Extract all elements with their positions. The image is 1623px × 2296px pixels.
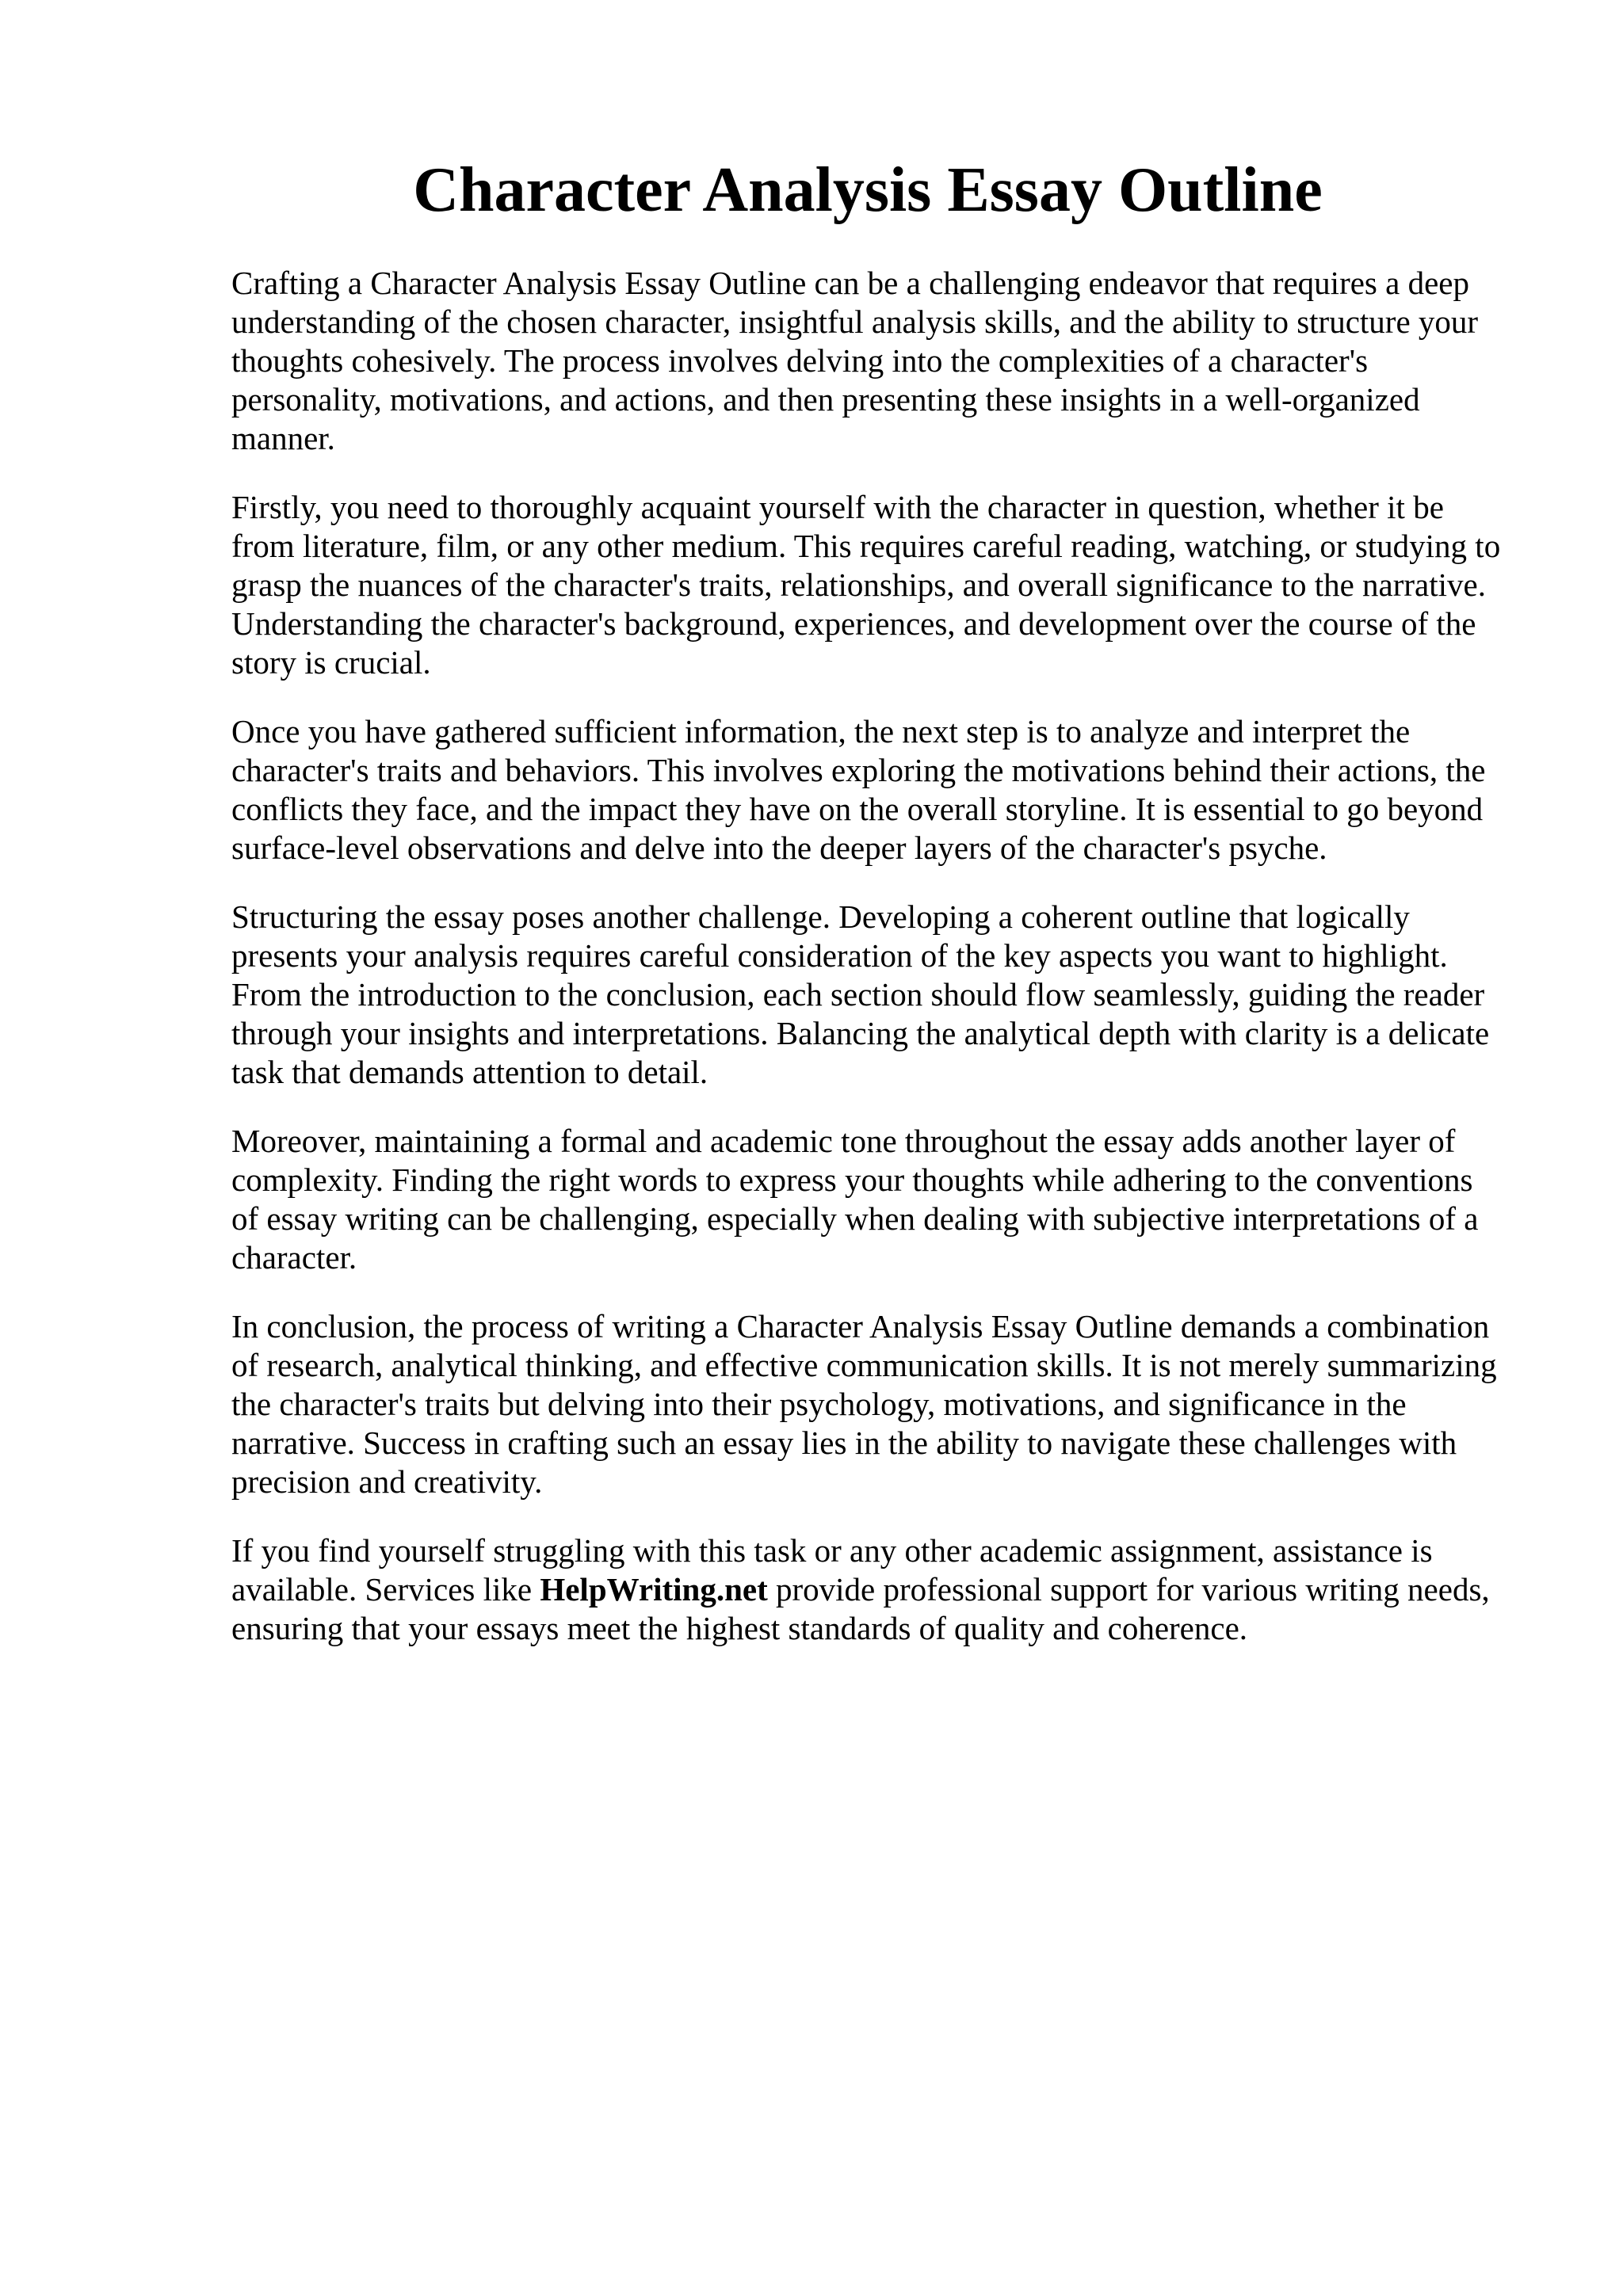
- paragraph-line: grasp the nuances of the character's traits, relationships, and overall significance to the narrative.: [231, 566, 1486, 603]
- helpwriting-link[interactable]: HelpWriting.net: [540, 1571, 768, 1608]
- paragraph-structuring: [231, 898, 1531, 1092]
- document-title: Character Analysis Essay Outline: [413, 155, 1323, 225]
- paragraph-line: [231, 1570, 1531, 1609]
- paragraph-assistance: [231, 1531, 1531, 1648]
- services-text-after: provide professional support for various writing needs,: [767, 1571, 1490, 1608]
- paragraph-line: Once you have gathered sufficient information, the next step is to analyze and interpret the: [231, 713, 1411, 749]
- paragraph-firstly: [231, 488, 1531, 682]
- paragraph-line: narrative. Success in crafting such an essay lies in the ability to navigate these challenges with: [231, 1425, 1457, 1461]
- paragraph-line: ensuring that your essays meet the highest standards of quality and coherence.: [231, 1610, 1248, 1646]
- paragraph-line: understanding of the chosen character, insightful analysis skills, and the ability to structure your: [231, 303, 1479, 340]
- paragraph-line: Understanding the character's background, experiences, and development over the course of the: [231, 605, 1476, 642]
- services-text-before: available. Services like: [231, 1571, 540, 1608]
- paragraph-line: manner.: [231, 420, 335, 456]
- paragraph-line: Structuring the essay poses another challenge. Developing a coherent outline that logically: [231, 898, 1410, 935]
- paragraph-line: character.: [231, 1239, 357, 1276]
- paragraph-line: Firstly, you need to thoroughly acquaint yourself with the character in question, whether it be: [231, 489, 1444, 525]
- paragraph-line: of essay writing can be challenging, especially when dealing with subjective interpretations of a: [231, 1200, 1479, 1237]
- paragraph-line: Moreover, maintaining a formal and academic tone throughout the essay adds another layer of: [231, 1123, 1456, 1159]
- paragraph-line: precision and creativity.: [231, 1463, 543, 1500]
- paragraph-line: character's traits and behaviors. This involves exploring the motivations behind their actions, the: [231, 752, 1486, 788]
- paragraph-analysis: [231, 712, 1531, 868]
- paragraph-line: complexity. Finding the right words to express your thoughts while adhering to the conventions: [231, 1161, 1473, 1198]
- paragraph-line: of research, analytical thinking, and effective communication skills. It is not merely summarizing: [231, 1347, 1497, 1383]
- paragraph-line: presents your analysis requires careful consideration of the key aspects you want to highlight.: [231, 937, 1448, 974]
- paragraph-line: Crafting a Character Analysis Essay Outline can be a challenging endeavor that requires a deep: [231, 265, 1469, 301]
- paragraph-line: In conclusion, the process of writing a Character Analysis Essay Outline demands a combination: [231, 1308, 1490, 1344]
- paragraph-line: conflicts they face, and the impact they have on the overall storyline. It is essential to go beyond: [231, 791, 1484, 827]
- paragraph-line: through your insights and interpretations. Balancing the analytical depth with clarity is a delicate: [231, 1015, 1490, 1051]
- paragraph-line: thoughts cohesively. The process involves delving into the complexities of a character's: [231, 342, 1369, 379]
- paragraph-line: story is crucial.: [231, 644, 431, 681]
- paragraph-line: the character's traits but delving into their psychology, motivations, and significance in the: [231, 1386, 1407, 1422]
- document-body: [231, 264, 1531, 1678]
- paragraph-line: from literature, film, or any other medium. This requires careful reading, watching, or studying to: [231, 528, 1501, 564]
- paragraph-line: personality, motivations, and actions, and then presenting these insights in a well-organized: [231, 381, 1420, 418]
- paragraph-line: From the introduction to the conclusion, each section should flow seamlessly, guiding the reader: [231, 976, 1485, 1013]
- paragraph-tone: [231, 1122, 1531, 1277]
- paragraph-line: task that demands attention to detail.: [231, 1054, 708, 1090]
- paragraph-conclusion: [231, 1307, 1531, 1501]
- paragraph-intro: [231, 264, 1531, 458]
- paragraph-line: surface-level observations and delve into the deeper layers of the character's psyche.: [231, 830, 1327, 866]
- paragraph-line: If you find yourself struggling with this task or any other academic assignment, assistance is: [231, 1532, 1433, 1569]
